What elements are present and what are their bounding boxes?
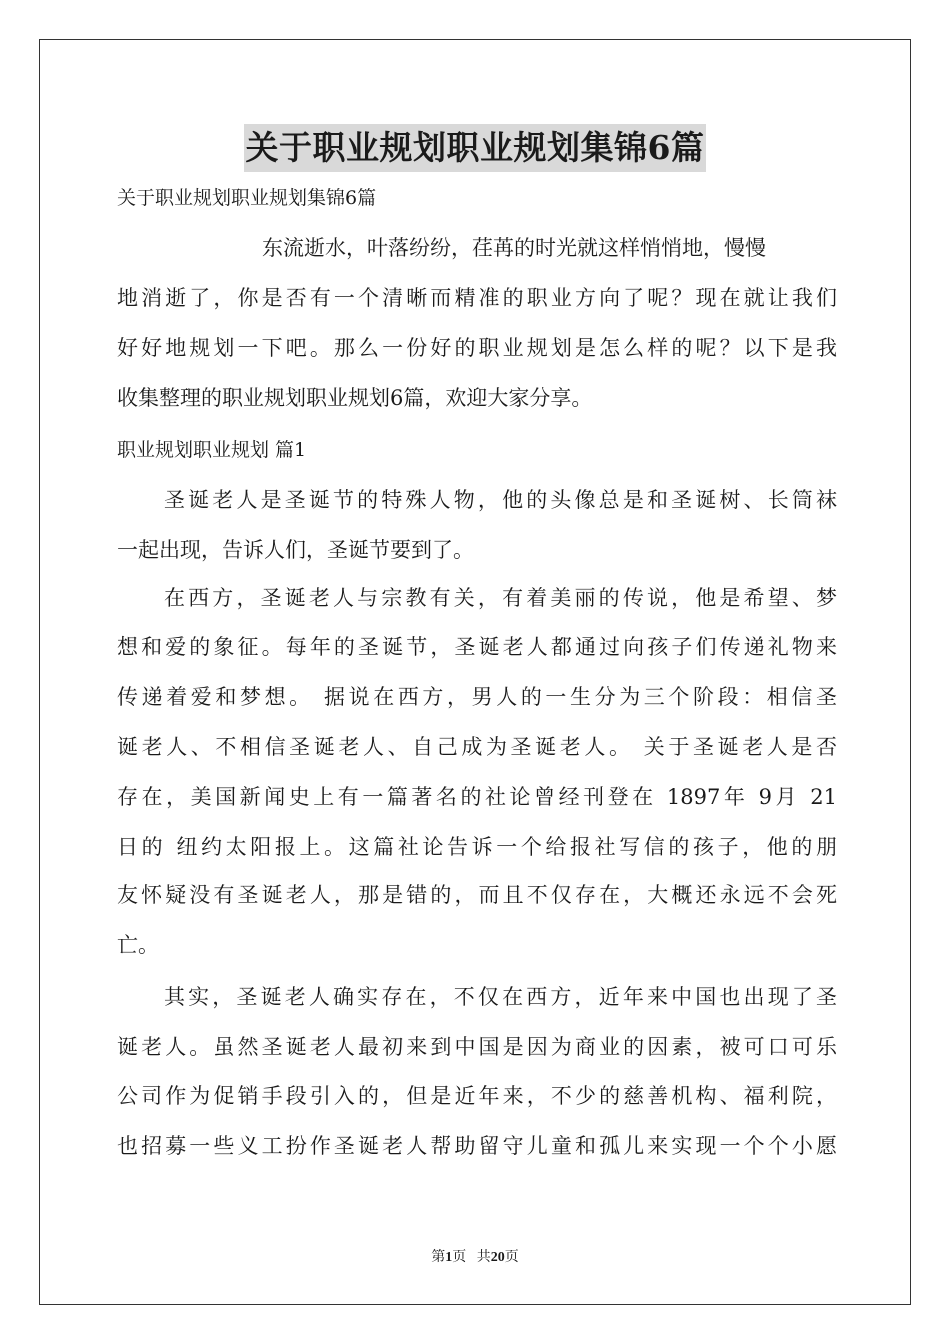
text-line: 一起出现，告诉人们，圣诞节要到了。 [117,538,474,562]
text-line: 想和爱的象征。每年的圣诞节，圣诞老人都通过向孩子们传递礼物来 [117,635,837,659]
page-label-prefix: 第 [431,1250,446,1265]
text-line: 传递着爱和梦想。 据说在西方，男人的一生分为三个阶段：相信圣 [117,685,837,709]
subtitle: 关于职业规划职业规划集锦6篇 [117,187,377,209]
text-line: 日的 纽约太阳报上。这篇社论告诉一个给报社写信的孩子，他的朋 [117,835,837,859]
title-text: 关于职业规划职业规划集锦6篇 [244,124,707,172]
text-line: 诞老人、不相信圣诞老人、自己成为圣诞老人。 关于圣诞老人是否 [117,735,837,759]
text-line: 好好地规划一下吧。那么一份好的职业规划是怎么样的呢？以下是我 [117,336,837,360]
total-prefix: 共 [476,1250,491,1265]
total-suffix: 页 [504,1250,519,1265]
text-line: 友怀疑没有圣诞老人，那是错的，而且不仅存在，大概还永远不会死 [117,883,837,907]
text-line: 亡。 [117,933,159,957]
text-line: 东流逝水，叶落纷纷，荏苒的时光就这样悄悄地，慢慢 [262,236,766,260]
total-pages: 20 [490,1250,505,1265]
text-line: 也招募一些义工扮作圣诞老人帮助留守儿童和孤儿来实现一个个小愿 [117,1134,837,1158]
text-line: 圣诞老人是圣诞节的特殊人物，他的头像总是和圣诞树、长筒袜 [164,488,837,512]
text-line: 地消逝了，你是否有一个清晰而精准的职业方向了呢？现在就让我们 [117,286,837,310]
text-line: 其实，圣诞老人确实存在，不仅在西方，近年来中国也出现了圣 [164,985,837,1009]
document-title [0,124,950,172]
text-line: 收集整理的职业规划职业规划6篇，欢迎大家分享。 [117,386,593,410]
section-heading: 职业规划职业规划 篇1 [117,439,307,461]
text-line: 在西方，圣诞老人与宗教有关，有着美丽的传说，他是希望、梦 [164,586,837,610]
page-footer [0,1246,950,1266]
page-number: 1 [445,1250,453,1265]
text-line: 诞老人。虽然圣诞老人最初来到中国是因为商业的因素，被可口可乐 [117,1035,837,1059]
page-label-suffix: 页 [452,1250,467,1265]
text-line: 存在，美国新闻史上有一篇著名的社论曾经刊登在 1897年 9月 21 [117,785,837,809]
text-line: 公司作为促销手段引入的，但是近年来，不少的慈善机构、福利院， [117,1084,837,1108]
page-border [39,39,911,1305]
